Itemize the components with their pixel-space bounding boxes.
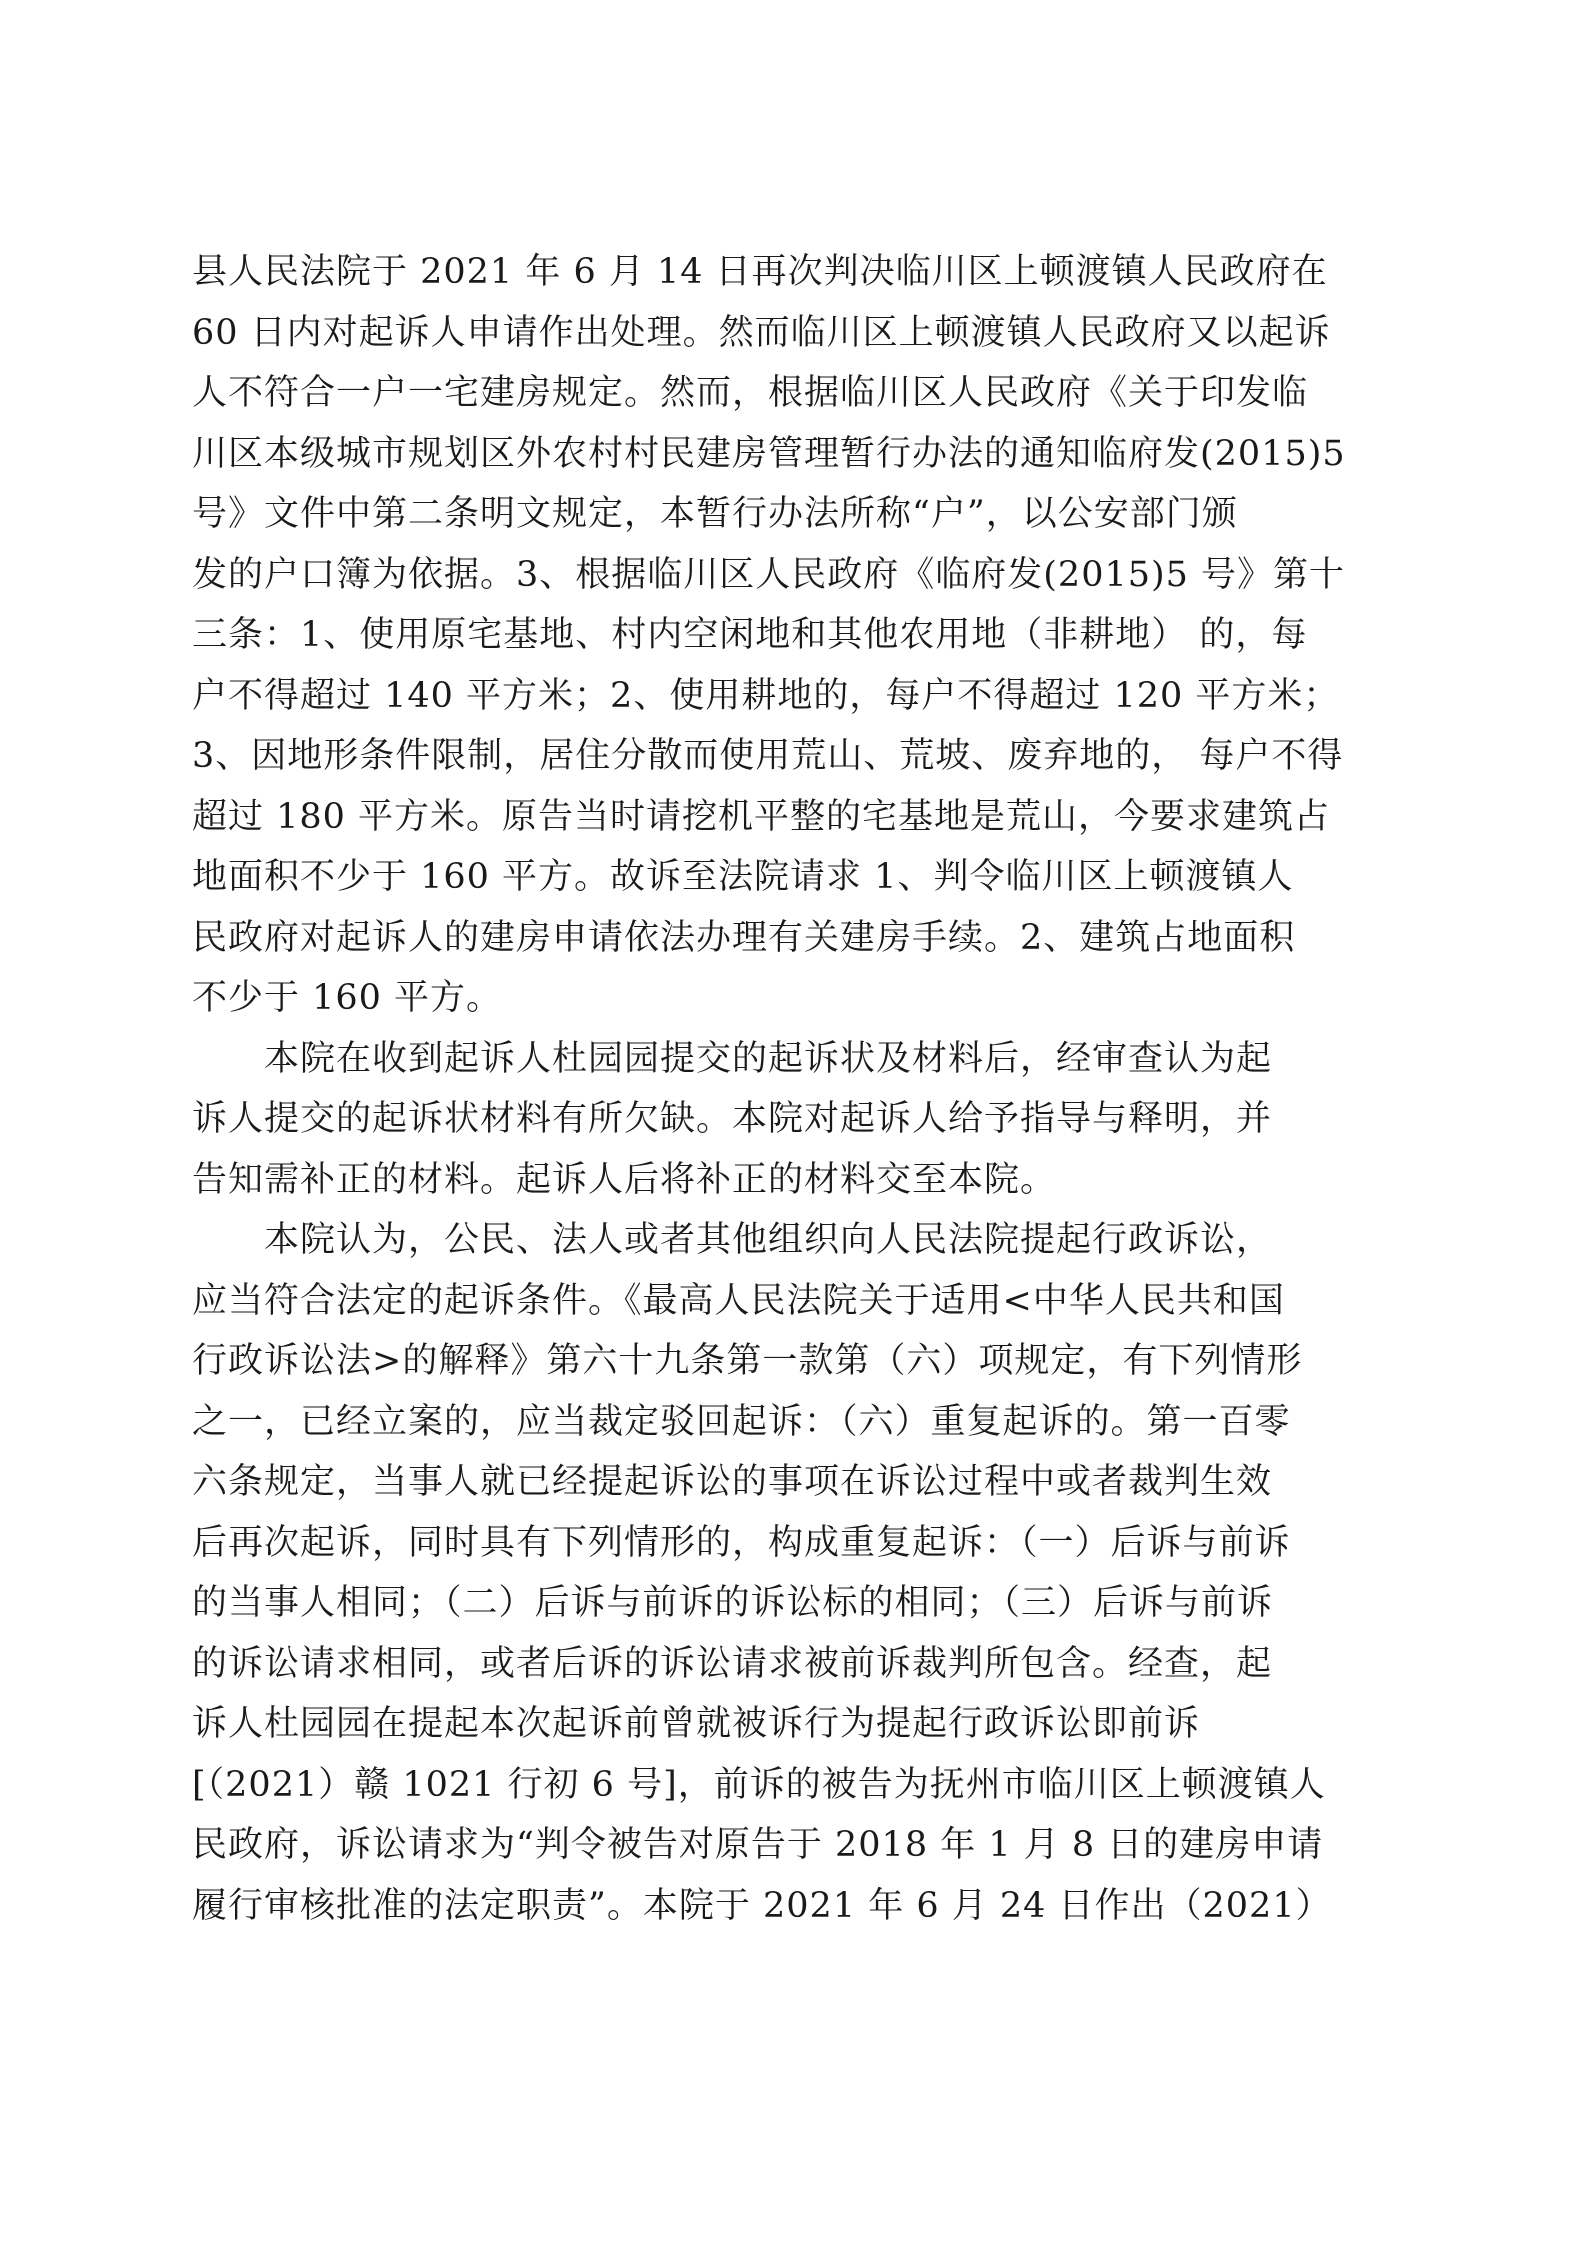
text-line: 告知需补正的材料。起诉人后将补正的材料交至本院。 <box>192 1159 1057 1200</box>
text-line: [（2021）赣 1021 行初 6 号]，前诉的被告为抚州市临川区上顿渡镇人 <box>192 1764 1326 1805</box>
document-body <box>192 242 1402 1936</box>
text-line: 三条：1、使用原宅基地、村内空闲地和其他农用地（非耕地） 的，每 <box>192 615 1308 655</box>
text-line: 诉人提交的起诉状材料有所欠缺。本院对起诉人给予指导与释明，并 <box>192 1099 1273 1139</box>
text-line: 履行审核批准的法定职责”。本院于 2021 年 6 月 24 日作出（2021） <box>192 1885 1332 1926</box>
text-line: 应当符合法定的起诉条件。《最高人民法院关于适用<中华人民共和国 <box>192 1280 1285 1321</box>
paragraph-court-opinion <box>192 1210 1402 1936</box>
paragraph-review <box>192 1029 1402 1211</box>
text-line: 的诉讼请求相同，或者后诉的诉讼请求被前诉裁判所包含。经查，起 <box>192 1643 1273 1684</box>
text-line: 民政府，诉讼请求为“判令被告对原告于 2018 年 1 月 8 日的建房申请 <box>192 1825 1324 1865</box>
text-line: 超过 180 平方米。原告当时请挖机平整的宅基地是荒山，今要求建筑占 <box>192 796 1331 837</box>
paragraph-claims <box>192 242 1402 1029</box>
text-line: 户不得超过 140 平方米；2、使用耕地的，每户不得超过 120 平方米； <box>192 675 1340 716</box>
text-line: 本院认为，公民、法人或者其他组织向人民法院提起行政诉讼， <box>264 1220 1273 1260</box>
text-line: 川区本级城市规划区外农村村民建房管理暂行办法的通知临府发(2015)5 <box>192 433 1346 474</box>
text-line: 人不符合一户一宅建房规定。然而，根据临川区人民政府《关于印发临 <box>192 373 1309 413</box>
text-line: 60 日内对起诉人申请作出处理。然而临川区上顿渡镇人民政府又以起诉 <box>192 312 1331 353</box>
text-line: 后再次起诉，同时具有下列情形的，构成重复起诉：（一）后诉与前诉 <box>192 1522 1291 1563</box>
text-line: 县人民法院于 2021 年 6 月 14 日再次判决临川区上顿渡镇人民政府在 <box>192 252 1328 292</box>
text-line: 发的户口簿为依据。3、根据临川区人民政府《临府发(2015)5 号》第十 <box>192 554 1346 595</box>
text-line: 不少于 160 平方。 <box>192 978 503 1018</box>
text-line: 民政府对起诉人的建房申请依法办理有关建房手续。2、建筑占地面积 <box>192 917 1296 958</box>
text-line: 号》文件中第二条明文规定，本暂行办法所称“户”，以公安部门颁 <box>192 494 1238 534</box>
text-line: 六条规定，当事人就已经提起诉讼的事项在诉讼过程中或者裁判生效 <box>192 1462 1273 1502</box>
text-line: 行政诉讼法>的解释》第六十九条第一款第（六）项规定，有下列情形 <box>192 1341 1303 1381</box>
text-line: 诉人杜园园在提起本次起诉前曾就被诉行为提起行政诉讼即前诉 <box>192 1704 1201 1744</box>
text-line: 地面积不少于 160 平方。故诉至法院请求 1、判令临川区上顿渡镇人 <box>192 857 1294 897</box>
text-line: 本院在收到起诉人杜园园提交的起诉状及材料后，经审查认为起 <box>264 1038 1273 1079</box>
text-line: 之一，已经立案的，应当裁定驳回起诉：（六）重复起诉的。第一百零 <box>192 1401 1291 1442</box>
text-line: 3、因地形条件限制，居住分散而使用荒山、荒坡、废弃地的， 每户不得 <box>192 736 1344 776</box>
text-line: 的当事人相同；（二）后诉与前诉的诉讼标的相同；（三）后诉与前诉 <box>192 1583 1274 1623</box>
